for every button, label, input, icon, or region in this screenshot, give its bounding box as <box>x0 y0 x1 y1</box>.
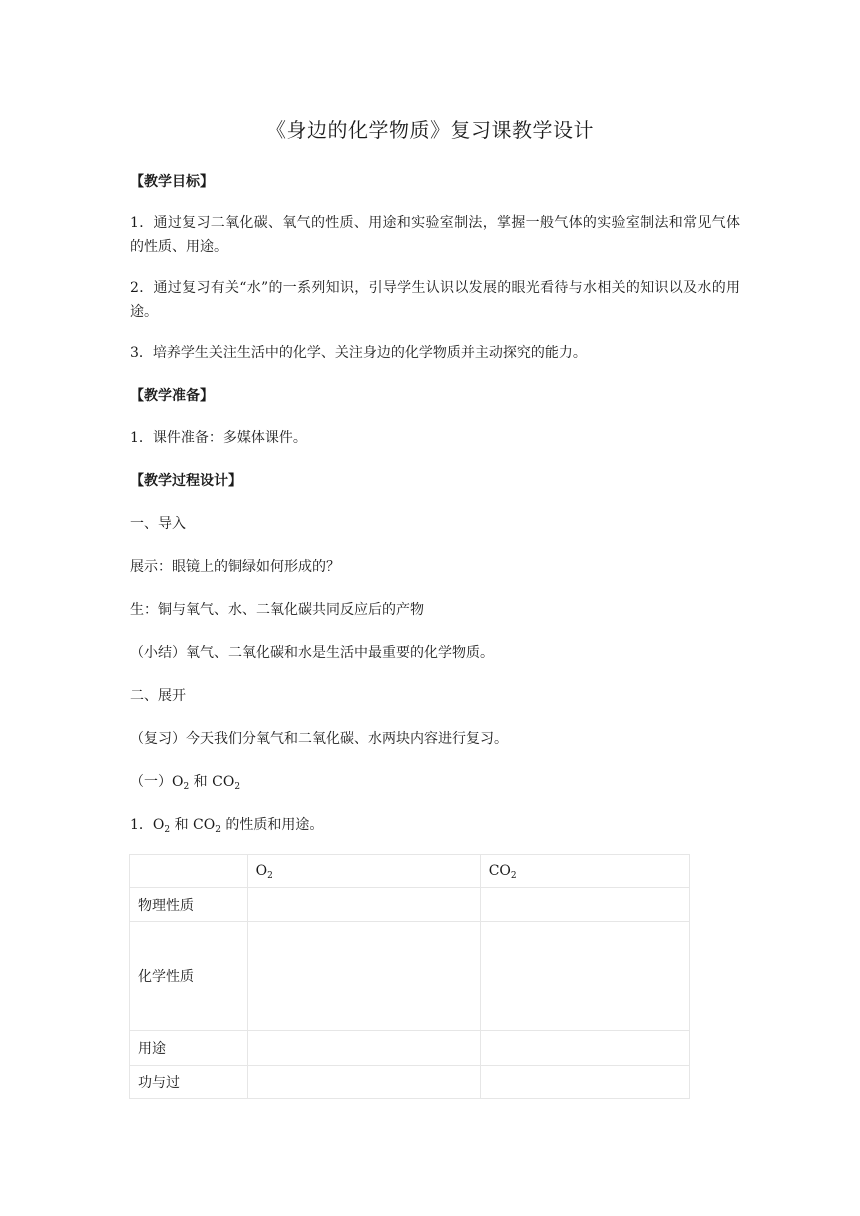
table-cell <box>480 1031 689 1066</box>
student-answer: 生：铜与氧气、水、二氧化碳共同反应后的产物 <box>130 602 424 618</box>
table-header-cell <box>130 855 248 888</box>
review-text: （复习）今天我们分氧气和二氧化碳、水两块内容进行复习。 <box>130 731 508 747</box>
subsection-one-heading: （一）$O_2$ 和 $CO_2$ <box>130 774 241 792</box>
row-label-merits: 功与过 <box>130 1066 248 1099</box>
table-row <box>130 888 690 922</box>
table-header-row <box>130 855 690 888</box>
table-row <box>130 1066 690 1099</box>
prep-item: 1．课件准备：多媒体课件。 <box>130 430 307 446</box>
table-cell <box>480 888 689 922</box>
process-heading: 【教学过程设计】 <box>130 473 242 489</box>
row-label-chemical: 化学性质 <box>130 922 248 1031</box>
table-header-o2: $O_2$ <box>247 855 480 888</box>
table-cell <box>480 1066 689 1099</box>
summary-text: （小结）氧气、二氧化碳和水是生活中最重要的化学物质。 <box>130 645 494 661</box>
properties-table <box>129 854 690 1099</box>
goals-heading: 【教学目标】 <box>130 174 214 190</box>
table-header-co2: $CO_2$ <box>480 855 689 888</box>
table-cell <box>480 922 689 1031</box>
prep-heading: 【教学准备】 <box>130 388 214 404</box>
show-text: 展示：眼镜上的铜绿如何形成的？ <box>130 559 340 575</box>
item-one-heading: 1．$O_2$ 和 $CO_2$ 的性质和用途。 <box>130 817 324 835</box>
goal-item-3: 3．培养学生关注生活中的化学、关注身边的化学物质并主动探究的能力。 <box>130 345 587 361</box>
table-row <box>130 922 690 1031</box>
table-cell <box>247 888 480 922</box>
goal-item-2: 2．通过复习有关“水”的一系列知识，引导学生认识以发展的眼光看待与水相关的知识以及水的用途。 <box>130 280 740 320</box>
row-label-physical: 物理性质 <box>130 888 248 922</box>
table-cell <box>247 922 480 1031</box>
document-title: 《身边的化学物质》复习课教学设计 <box>266 118 594 142</box>
table-cell <box>247 1031 480 1066</box>
table-cell <box>247 1066 480 1099</box>
part-two-heading: 二、展开 <box>130 688 186 704</box>
row-label-uses: 用途 <box>130 1031 248 1066</box>
goal-item-1: 1．通过复习二氧化碳、氧气的性质、用途和实验室制法，掌握一般气体的实验室制法和常见气体的性质、用途。 <box>130 215 740 255</box>
table-row <box>130 1031 690 1066</box>
part-one-heading: 一、导入 <box>130 516 186 532</box>
